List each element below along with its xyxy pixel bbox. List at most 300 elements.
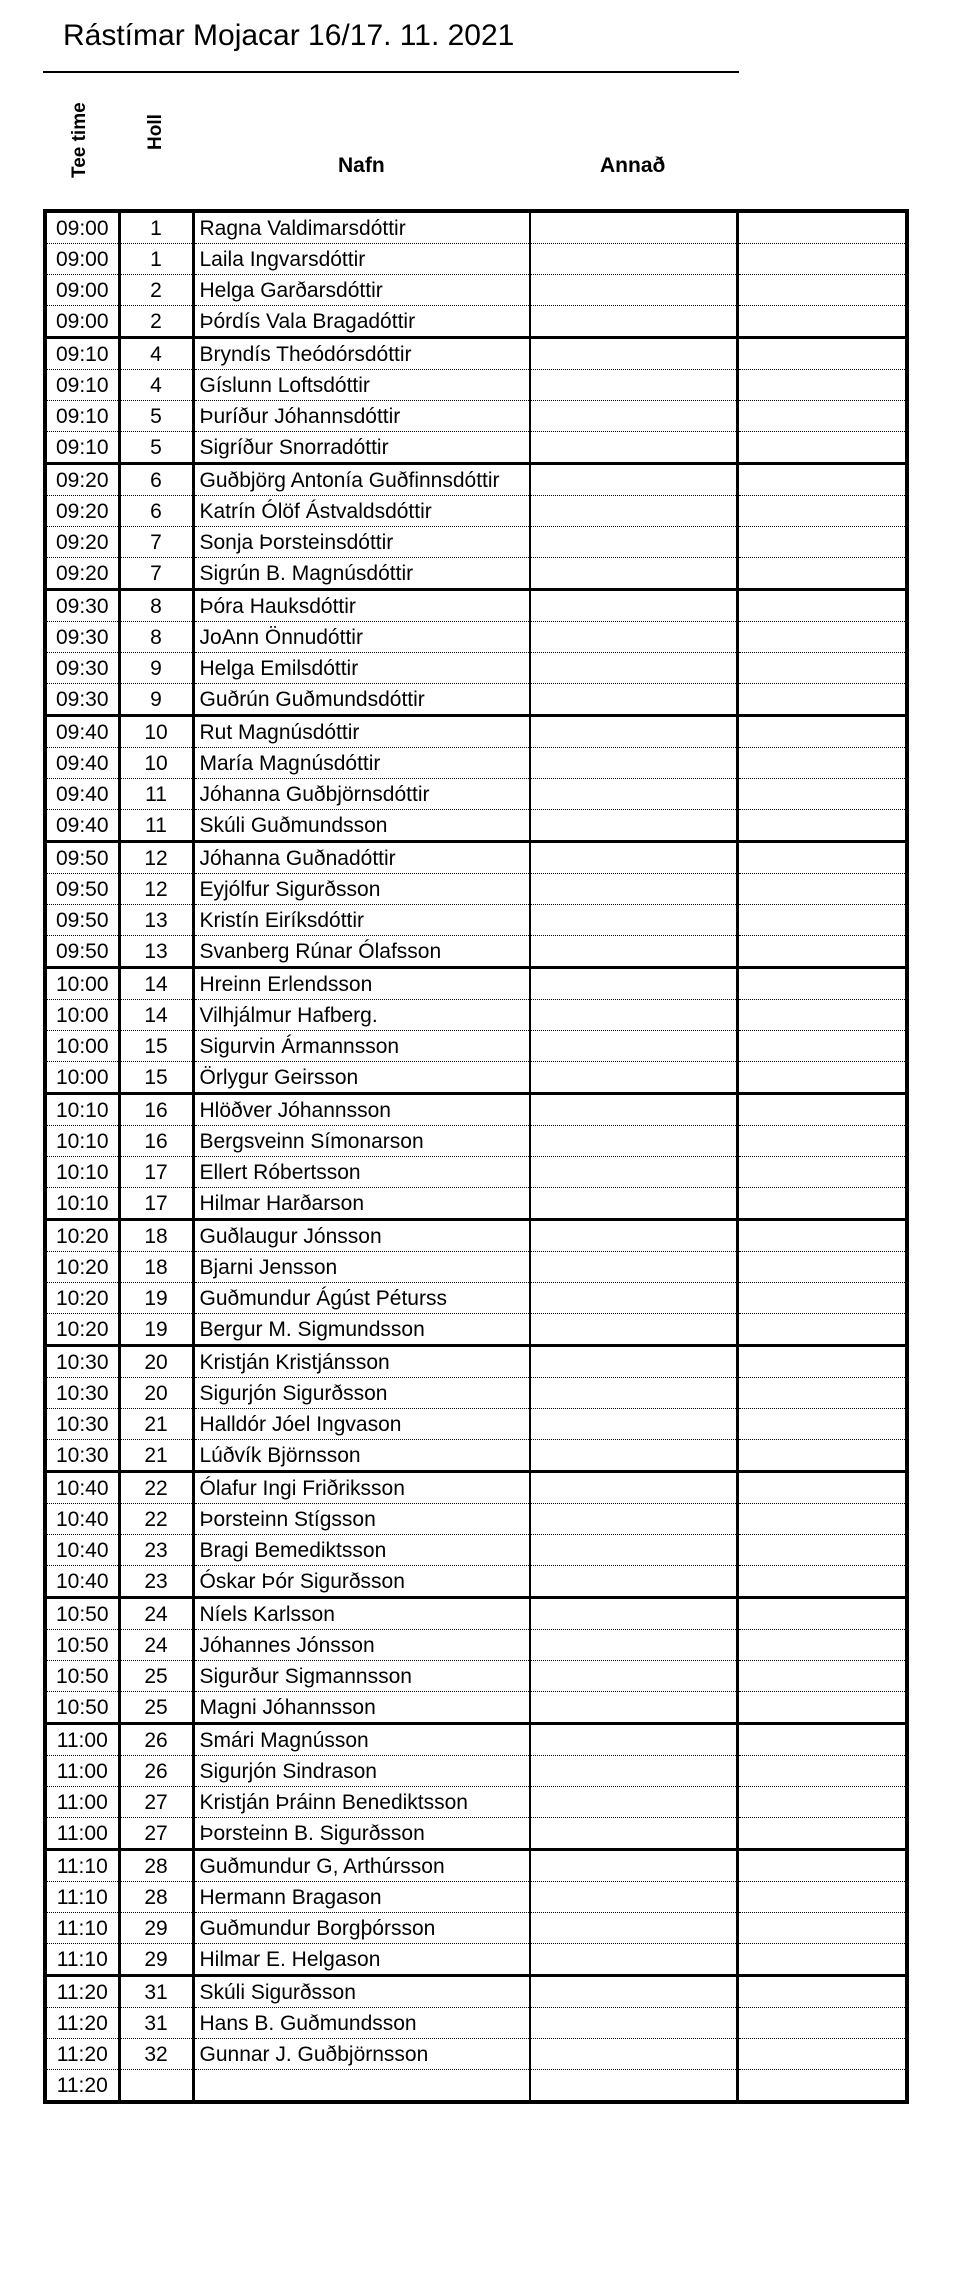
name-cell: Laila Ingvarsdóttir	[193, 244, 530, 275]
extra-cell	[737, 1724, 907, 1756]
table-row	[45, 1472, 907, 1504]
extra-cell	[737, 684, 907, 716]
tee-time-cell: 09:40	[45, 748, 119, 779]
table-row	[45, 1882, 907, 1913]
name-cell: Rut Magnúsdóttir	[193, 716, 530, 748]
table-row	[45, 1630, 907, 1661]
table-row	[45, 527, 907, 558]
tee-time-cell: 10:50	[45, 1630, 119, 1661]
name-cell: Þuríður Jóhannsdóttir	[193, 401, 530, 432]
name-cell: Jóhanna Guðnadóttir	[193, 842, 530, 874]
extra-cell	[737, 370, 907, 401]
name-cell	[193, 2070, 530, 2103]
tee-time-cell: 09:00	[45, 244, 119, 275]
table-row	[45, 968, 907, 1000]
annad-cell	[530, 1944, 737, 1976]
extra-cell	[737, 211, 907, 244]
holl-cell: 20	[119, 1346, 193, 1378]
extra-cell	[737, 1535, 907, 1566]
annad-cell	[530, 874, 737, 905]
tee-time-cell: 09:20	[45, 496, 119, 527]
table-row	[45, 244, 907, 275]
annad-cell	[530, 1378, 737, 1409]
table-row	[45, 275, 907, 306]
header-holl: Holl	[145, 114, 166, 150]
annad-cell	[530, 590, 737, 622]
annad-cell	[530, 1346, 737, 1378]
annad-cell	[530, 211, 737, 244]
annad-cell	[530, 527, 737, 558]
name-cell: Katrín Ólöf Ástvaldsdóttir	[193, 496, 530, 527]
tee-time-cell: 09:50	[45, 874, 119, 905]
tee-time-cell: 10:00	[45, 1031, 119, 1062]
annad-cell	[530, 1756, 737, 1787]
header-nafn: Nafn	[338, 154, 385, 177]
tee-time-cell: 10:20	[45, 1252, 119, 1283]
extra-cell	[737, 558, 907, 590]
annad-cell	[530, 1188, 737, 1220]
name-cell: Guðlaugur Jónsson	[193, 1220, 530, 1252]
holl-cell: 31	[119, 2008, 193, 2039]
table-row	[45, 779, 907, 810]
title-underline	[43, 71, 739, 73]
holl-cell: 12	[119, 874, 193, 905]
annad-cell	[530, 1283, 737, 1314]
annad-cell	[530, 779, 737, 810]
holl-cell: 28	[119, 1882, 193, 1913]
tee-time-cell: 09:20	[45, 464, 119, 496]
name-cell: Skúli Guðmundsson	[193, 810, 530, 842]
table-row	[45, 1126, 907, 1157]
name-cell: Sigurjón Sindrason	[193, 1756, 530, 1787]
extra-cell	[737, 1188, 907, 1220]
name-cell: Guðmundur G, Arthúrsson	[193, 1850, 530, 1882]
name-cell: Guðmundur Borgþórsson	[193, 1913, 530, 1944]
annad-cell	[530, 1440, 737, 1472]
extra-cell	[737, 2039, 907, 2070]
annad-cell	[530, 370, 737, 401]
name-cell: Þórdís Vala Bragadóttir	[193, 306, 530, 338]
name-cell: Lúðvík Björnsson	[193, 1440, 530, 1472]
holl-cell: 9	[119, 684, 193, 716]
holl-cell: 24	[119, 1630, 193, 1661]
holl-cell: 16	[119, 1126, 193, 1157]
holl-cell: 13	[119, 936, 193, 968]
table-row	[45, 1031, 907, 1062]
extra-cell	[737, 1440, 907, 1472]
extra-cell	[737, 874, 907, 905]
tee-time-cell: 10:20	[45, 1314, 119, 1346]
name-cell: Kristján Þráinn Benediktsson	[193, 1787, 530, 1818]
tee-time-cell: 09:10	[45, 338, 119, 370]
table-row	[45, 748, 907, 779]
extra-cell	[737, 1031, 907, 1062]
table-row	[45, 1157, 907, 1188]
document-title: Rástímar Mojacar 16/17. 11. 2021	[63, 19, 515, 52]
tee-time-cell: 10:00	[45, 1000, 119, 1031]
holl-cell: 15	[119, 1031, 193, 1062]
name-cell: Sigrún B. Magnúsdóttir	[193, 558, 530, 590]
extra-cell	[737, 1157, 907, 1188]
extra-cell	[737, 496, 907, 527]
tee-time-cell: 10:50	[45, 1692, 119, 1724]
annad-cell	[530, 1220, 737, 1252]
header-tee-time: Tee time	[69, 102, 90, 178]
tee-time-cell: 11:00	[45, 1787, 119, 1818]
name-cell: Sonja Þorsteinsdóttir	[193, 527, 530, 558]
name-cell: Hlöðver Jóhannsson	[193, 1094, 530, 1126]
name-cell: Skúli Sigurðsson	[193, 1976, 530, 2008]
table-row	[45, 1692, 907, 1724]
table-row	[45, 1756, 907, 1787]
extra-cell	[737, 2008, 907, 2039]
extra-cell	[737, 1692, 907, 1724]
table-row	[45, 1976, 907, 2008]
holl-cell: 17	[119, 1188, 193, 1220]
table-row	[45, 590, 907, 622]
extra-cell	[737, 1094, 907, 1126]
holl-cell: 5	[119, 432, 193, 464]
table-row	[45, 874, 907, 905]
name-cell: Helga Emilsdóttir	[193, 653, 530, 684]
holl-cell: 1	[119, 211, 193, 244]
table-row	[45, 1850, 907, 1882]
holl-cell: 4	[119, 338, 193, 370]
annad-cell	[530, 306, 737, 338]
name-cell: Eyjólfur Sigurðsson	[193, 874, 530, 905]
extra-cell	[737, 1220, 907, 1252]
extra-cell	[737, 306, 907, 338]
holl-cell: 8	[119, 622, 193, 653]
name-cell: Vilhjálmur Hafberg.	[193, 1000, 530, 1031]
tee-time-cell: 09:30	[45, 622, 119, 653]
annad-cell	[530, 432, 737, 464]
name-cell: Magni Jóhannsson	[193, 1692, 530, 1724]
extra-cell	[737, 1630, 907, 1661]
annad-cell	[530, 684, 737, 716]
annad-cell	[530, 1630, 737, 1661]
tee-time-cell: 09:00	[45, 211, 119, 244]
name-cell: Helga Garðarsdóttir	[193, 275, 530, 306]
name-cell: Smári Magnússon	[193, 1724, 530, 1756]
holl-cell: 10	[119, 748, 193, 779]
tee-time-cell: 10:30	[45, 1378, 119, 1409]
holl-cell: 8	[119, 590, 193, 622]
tee-time-cell: 11:10	[45, 1850, 119, 1882]
annad-cell	[530, 1566, 737, 1598]
annad-cell	[530, 1062, 737, 1094]
name-cell: Jóhannes Jónsson	[193, 1630, 530, 1661]
tee-time-cell: 11:00	[45, 1756, 119, 1787]
annad-cell	[530, 1504, 737, 1535]
table-row	[45, 401, 907, 432]
holl-cell: 4	[119, 370, 193, 401]
extra-cell	[737, 338, 907, 370]
extra-cell	[737, 936, 907, 968]
name-cell: Halldór Jóel Ingvason	[193, 1409, 530, 1440]
annad-cell	[530, 1598, 737, 1630]
holl-cell: 10	[119, 716, 193, 748]
extra-cell	[737, 1566, 907, 1598]
extra-cell	[737, 1472, 907, 1504]
holl-cell: 14	[119, 1000, 193, 1031]
tee-time-cell: 09:00	[45, 275, 119, 306]
holl-cell: 32	[119, 2039, 193, 2070]
annad-cell	[530, 1409, 737, 1440]
table-row	[45, 1440, 907, 1472]
annad-cell	[530, 653, 737, 684]
table-row	[45, 1252, 907, 1283]
extra-cell	[737, 905, 907, 936]
holl-cell: 14	[119, 968, 193, 1000]
name-cell: Níels Karlsson	[193, 1598, 530, 1630]
annad-cell	[530, 1661, 737, 1692]
name-cell: Örlygur Geirsson	[193, 1062, 530, 1094]
table-row	[45, 306, 907, 338]
table-row	[45, 1062, 907, 1094]
table-row	[45, 1346, 907, 1378]
holl-cell: 26	[119, 1724, 193, 1756]
annad-cell	[530, 1913, 737, 1944]
tee-time-cell: 11:00	[45, 1724, 119, 1756]
tee-time-cell: 09:40	[45, 716, 119, 748]
tee-time-cell: 09:30	[45, 653, 119, 684]
extra-cell	[737, 1976, 907, 2008]
tee-time-cell: 09:00	[45, 306, 119, 338]
annad-cell	[530, 905, 737, 936]
holl-cell: 28	[119, 1850, 193, 1882]
annad-cell	[530, 2008, 737, 2039]
holl-cell: 19	[119, 1314, 193, 1346]
extra-cell	[737, 244, 907, 275]
table-row	[45, 716, 907, 748]
tee-time-cell: 10:50	[45, 1598, 119, 1630]
annad-cell	[530, 275, 737, 306]
tee-time-cell: 10:20	[45, 1283, 119, 1314]
name-cell: Bryndís Theódórsdóttir	[193, 338, 530, 370]
name-cell: JoAnn Önnudóttir	[193, 622, 530, 653]
tee-time-table	[43, 209, 909, 2104]
tee-time-cell: 10:30	[45, 1440, 119, 1472]
tee-time-cell: 11:20	[45, 2039, 119, 2070]
holl-cell: 21	[119, 1409, 193, 1440]
holl-cell: 1	[119, 244, 193, 275]
holl-cell: 19	[119, 1283, 193, 1314]
extra-cell	[737, 842, 907, 874]
tee-time-cell: 10:40	[45, 1504, 119, 1535]
name-cell: Bragi Bemediktsson	[193, 1535, 530, 1566]
tee-time-cell: 10:40	[45, 1566, 119, 1598]
annad-cell	[530, 936, 737, 968]
tee-time-cell: 10:00	[45, 1062, 119, 1094]
holl-cell	[119, 2070, 193, 2103]
tee-time-cell: 09:40	[45, 810, 119, 842]
name-cell: Guðrún Guðmundsdóttir	[193, 684, 530, 716]
extra-cell	[737, 1661, 907, 1692]
table-row	[45, 1566, 907, 1598]
tee-time-cell: 09:10	[45, 401, 119, 432]
holl-cell: 27	[119, 1818, 193, 1850]
extra-cell	[737, 622, 907, 653]
holl-cell: 24	[119, 1598, 193, 1630]
header-annad: Annað	[600, 154, 666, 177]
extra-cell	[737, 1913, 907, 1944]
name-cell: Hreinn Erlendsson	[193, 968, 530, 1000]
extra-cell	[737, 1283, 907, 1314]
holl-cell: 22	[119, 1504, 193, 1535]
tee-time-cell: 10:50	[45, 1661, 119, 1692]
tee-time-cell: 09:30	[45, 590, 119, 622]
extra-cell	[737, 1882, 907, 1913]
tee-time-cell: 09:10	[45, 370, 119, 401]
name-cell: Sigríður Snorradóttir	[193, 432, 530, 464]
table-row	[45, 1220, 907, 1252]
holl-cell: 23	[119, 1535, 193, 1566]
holl-cell: 16	[119, 1094, 193, 1126]
tee-time-cell: 11:20	[45, 2070, 119, 2103]
name-cell: Bjarni Jensson	[193, 1252, 530, 1283]
holl-cell: 12	[119, 842, 193, 874]
name-cell: Þorsteinn B. Sigurðsson	[193, 1818, 530, 1850]
annad-cell	[530, 1724, 737, 1756]
extra-cell	[737, 590, 907, 622]
tee-time-cell: 10:20	[45, 1220, 119, 1252]
name-cell: Gíslunn Loftsdóttir	[193, 370, 530, 401]
tee-time-cell: 10:30	[45, 1409, 119, 1440]
table-row	[45, 1787, 907, 1818]
table-row	[45, 1944, 907, 1976]
tee-time-cell: 11:10	[45, 1913, 119, 1944]
holl-cell: 17	[119, 1157, 193, 1188]
holl-cell: 13	[119, 905, 193, 936]
holl-cell: 18	[119, 1220, 193, 1252]
annad-cell	[530, 1094, 737, 1126]
holl-cell: 6	[119, 464, 193, 496]
table-row	[45, 1000, 907, 1031]
holl-cell: 2	[119, 275, 193, 306]
table-row	[45, 338, 907, 370]
name-cell: Þóra Hauksdóttir	[193, 590, 530, 622]
annad-cell	[530, 1850, 737, 1882]
annad-cell	[530, 1157, 737, 1188]
table-row	[45, 684, 907, 716]
tee-time-cell: 09:20	[45, 527, 119, 558]
annad-cell	[530, 2070, 737, 2103]
name-cell: Kristín Eiríksdóttir	[193, 905, 530, 936]
table-row	[45, 1724, 907, 1756]
table-row	[45, 1913, 907, 1944]
annad-cell	[530, 496, 737, 527]
holl-cell: 2	[119, 306, 193, 338]
annad-cell	[530, 1535, 737, 1566]
extra-cell	[737, 1000, 907, 1031]
holl-cell: 20	[119, 1378, 193, 1409]
annad-cell	[530, 401, 737, 432]
holl-cell: 18	[119, 1252, 193, 1283]
annad-cell	[530, 1976, 737, 2008]
name-cell: Bergsveinn Símonarson	[193, 1126, 530, 1157]
table-row	[45, 842, 907, 874]
extra-cell	[737, 779, 907, 810]
tee-time-cell: 10:30	[45, 1346, 119, 1378]
tee-time-cell: 11:00	[45, 1818, 119, 1850]
tee-time-cell: 09:30	[45, 684, 119, 716]
annad-cell	[530, 244, 737, 275]
table-row	[45, 1283, 907, 1314]
tee-time-cell: 10:40	[45, 1472, 119, 1504]
name-cell: Jóhanna Guðbjörnsdóttir	[193, 779, 530, 810]
annad-cell	[530, 1314, 737, 1346]
table-row	[45, 2039, 907, 2070]
table-row	[45, 1818, 907, 1850]
table-row	[45, 1409, 907, 1440]
holl-cell: 26	[119, 1756, 193, 1787]
name-cell: Sigurjón Sigurðsson	[193, 1378, 530, 1409]
extra-cell	[737, 464, 907, 496]
extra-cell	[737, 432, 907, 464]
tee-time-cell: 10:10	[45, 1157, 119, 1188]
extra-cell	[737, 1787, 907, 1818]
holl-cell: 25	[119, 1692, 193, 1724]
tee-time-cell: 11:20	[45, 2008, 119, 2039]
holl-cell: 6	[119, 496, 193, 527]
extra-cell	[737, 1850, 907, 1882]
extra-cell	[737, 748, 907, 779]
name-cell: Óskar Þór Sigurðsson	[193, 1566, 530, 1598]
tee-time-cell: 10:10	[45, 1188, 119, 1220]
tee-time-cell: 10:40	[45, 1535, 119, 1566]
table-row	[45, 810, 907, 842]
name-cell: Kristján Kristjánsson	[193, 1346, 530, 1378]
annad-cell	[530, 748, 737, 779]
name-cell: Hermann Bragason	[193, 1882, 530, 1913]
holl-cell: 15	[119, 1062, 193, 1094]
table-row	[45, 2070, 907, 2103]
holl-cell: 29	[119, 1913, 193, 1944]
annad-cell	[530, 558, 737, 590]
extra-cell	[737, 1504, 907, 1535]
table-row	[45, 1661, 907, 1692]
extra-cell	[737, 1314, 907, 1346]
annad-cell	[530, 1252, 737, 1283]
name-cell: Ólafur Ingi Friðriksson	[193, 1472, 530, 1504]
tee-time-cell: 09:10	[45, 432, 119, 464]
holl-cell: 5	[119, 401, 193, 432]
holl-cell: 9	[119, 653, 193, 684]
annad-cell	[530, 1882, 737, 1913]
table-row	[45, 653, 907, 684]
name-cell: Guðmundur Ágúst Péturss	[193, 1283, 530, 1314]
name-cell: Ragna Valdimarsdóttir	[193, 211, 530, 244]
table-row	[45, 211, 907, 244]
table-row	[45, 1535, 907, 1566]
table-row	[45, 1504, 907, 1535]
annad-cell	[530, 1472, 737, 1504]
name-cell: Þorsteinn Stígsson	[193, 1504, 530, 1535]
table-row	[45, 1094, 907, 1126]
annad-cell	[530, 810, 737, 842]
tee-time-cell: 10:10	[45, 1094, 119, 1126]
annad-cell	[530, 716, 737, 748]
extra-cell	[737, 1944, 907, 1976]
extra-cell	[737, 1598, 907, 1630]
annad-cell	[530, 1692, 737, 1724]
table-row	[45, 432, 907, 464]
name-cell: Svanberg Rúnar Ólafsson	[193, 936, 530, 968]
extra-cell	[737, 1818, 907, 1850]
tee-time-cell: 11:20	[45, 1976, 119, 2008]
annad-cell	[530, 1031, 737, 1062]
